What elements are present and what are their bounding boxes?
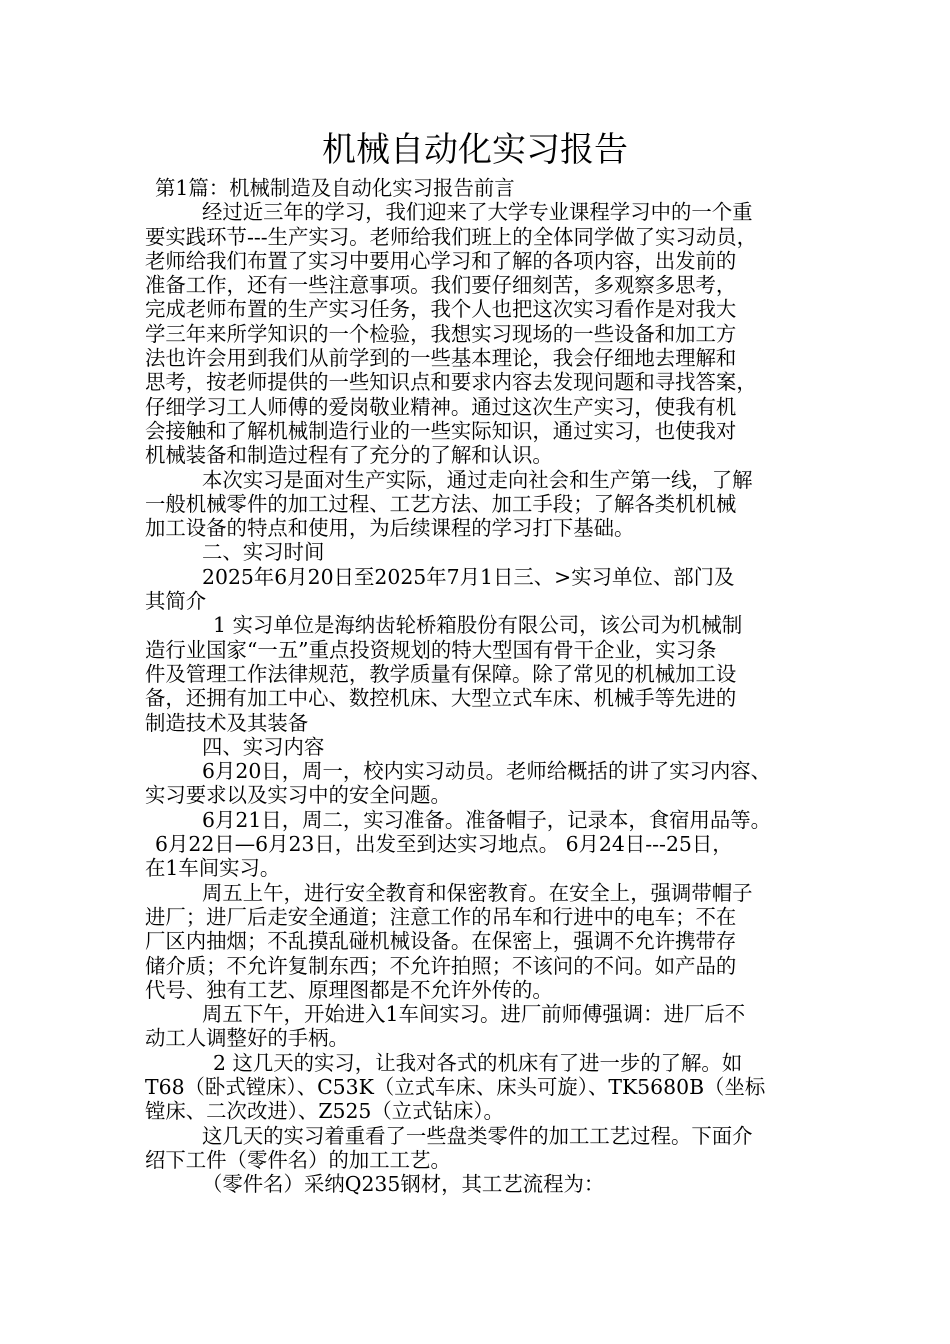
body-line: 准备工作，还有一些注意事项。我们要仔细刻苦，多观察多思考， bbox=[145, 273, 737, 298]
body-line: 其简介 bbox=[145, 589, 207, 614]
section-heading: 二、实习时间 bbox=[202, 540, 325, 565]
body-line: 绍下工件（零件名）的加工工艺。 bbox=[145, 1147, 451, 1172]
body-line: 仔细学习工人师傅的爱岗敬业精神。通过这次生产实习，使我有机 bbox=[145, 394, 737, 419]
body-line: 老师给我们布置了实习中要用心学习和了解的各项内容，出发前的 bbox=[145, 248, 737, 273]
body-line: 件及管理工作法律规范，教学质量有保障。除了常见的机械加工设 bbox=[145, 661, 737, 686]
body-line: 造行业国家“一五”重点投资规划的特大型国有骨干企业，实习条 bbox=[145, 637, 717, 662]
document-title: 机械自动化实习报告 bbox=[322, 130, 628, 170]
body-line: 机械装备和制造过程有了充分的了解和认识。 bbox=[145, 443, 553, 468]
body-line: 完成老师布置的生产实习任务，我个人也把这次实习看作是对我大 bbox=[145, 297, 737, 322]
body-line: （零件名）采纳Q235钢材，其工艺流程为： bbox=[202, 1172, 605, 1197]
body-line: 这几天的实习着重看了一些盘类零件的加工工艺过程。下面介 bbox=[202, 1123, 753, 1148]
body-line: 周五下午，开始进入1车间实习。进厂前师傅强调：进厂后不 bbox=[202, 1002, 746, 1027]
body-line: 进厂；进厂后走安全通道；注意工作的吊车和行进中的电车；不在 bbox=[145, 904, 737, 929]
body-line: 6月21日，周二，实习准备。准备帽子，记录本，食宿用品等。 bbox=[202, 807, 772, 832]
body-line: 2025年6月20日至2025年7月1日三、>实习单位、部门及 bbox=[202, 564, 735, 589]
body-line: 1 实习单位是海纳齿轮桥箱股份有限公司，该公司为机械制 bbox=[213, 613, 743, 638]
body-line: 储介质；不允许复制东西；不允许拍照；不该问的不问。如产品的 bbox=[145, 953, 737, 978]
body-line: 6月22日—6月23日，出发至到达实习地点。 6月24日---25日， bbox=[155, 832, 733, 857]
section-heading: 四、实习内容 bbox=[202, 734, 325, 759]
body-line: 2 这几天的实习，让我对各式的机床有了进一步的了解。如 bbox=[213, 1050, 743, 1075]
body-line: 备，还拥有加工中心、数控机床、大型立式车床、机械手等先进的 bbox=[145, 686, 737, 711]
body-line: 动工人调整好的手柄。 bbox=[145, 1026, 349, 1051]
document-body bbox=[145, 176, 808, 1196]
body-line: 在1车间实习。 bbox=[145, 856, 281, 881]
body-line: 要实践环节---生产实习。老师给我们班上的全体同学做了实习动员， bbox=[145, 224, 757, 249]
body-line: 加工设备的特点和使用，为后续课程的学习打下基础。 bbox=[145, 516, 635, 541]
body-line: 学三年来所学知识的一个检验，我想实习现场的一些设备和加工方 bbox=[145, 321, 737, 346]
body-line: 镗床、二次改进）、Z525（立式钻床）。 bbox=[145, 1099, 504, 1124]
body-line: 实习要求以及实习中的安全问题。 bbox=[145, 783, 451, 808]
body-line: 一般机械零件的加工过程、工艺方法、加工手段；了解各类机机械 bbox=[145, 491, 737, 516]
body-line: 周五上午，进行安全教育和保密教育。在安全上，强调带帽子 bbox=[202, 880, 753, 905]
body-line: 制造技术及其装备 bbox=[145, 710, 309, 735]
body-line: 6月20日，周一，校内实习动员。老师给概括的讲了实习内容、 bbox=[202, 759, 772, 784]
body-line: 厂区内抽烟；不乱摸乱碰机械设备。在保密上，强调不允许携带存 bbox=[145, 929, 737, 954]
body-line: 思考，按老师提供的一些知识点和要求内容去发现问题和寻找答案， bbox=[145, 370, 757, 395]
body-line: 本次实习是面对生产实际，通过走向社会和生产第一线，了解 bbox=[202, 467, 753, 492]
body-line: 经过近三年的学习，我们迎来了大学专业课程学习中的一个重 bbox=[202, 200, 753, 225]
body-line: 会接触和了解机械制造行业的一些实际知识，通过实习，也使我对 bbox=[145, 418, 737, 443]
body-line: T68（卧式镗床）、C53K（立式车床、床头可旋）、TK5680B（坐标 bbox=[145, 1074, 766, 1099]
body-line: 第1篇：机械制造及自动化实习报告前言 bbox=[155, 176, 515, 200]
body-line: 法也许会用到我们从前学到的一些基本理论，我会仔细地去理解和 bbox=[145, 346, 737, 371]
body-line: 代号、独有工艺、原理图都是不允许外传的。 bbox=[145, 977, 553, 1002]
